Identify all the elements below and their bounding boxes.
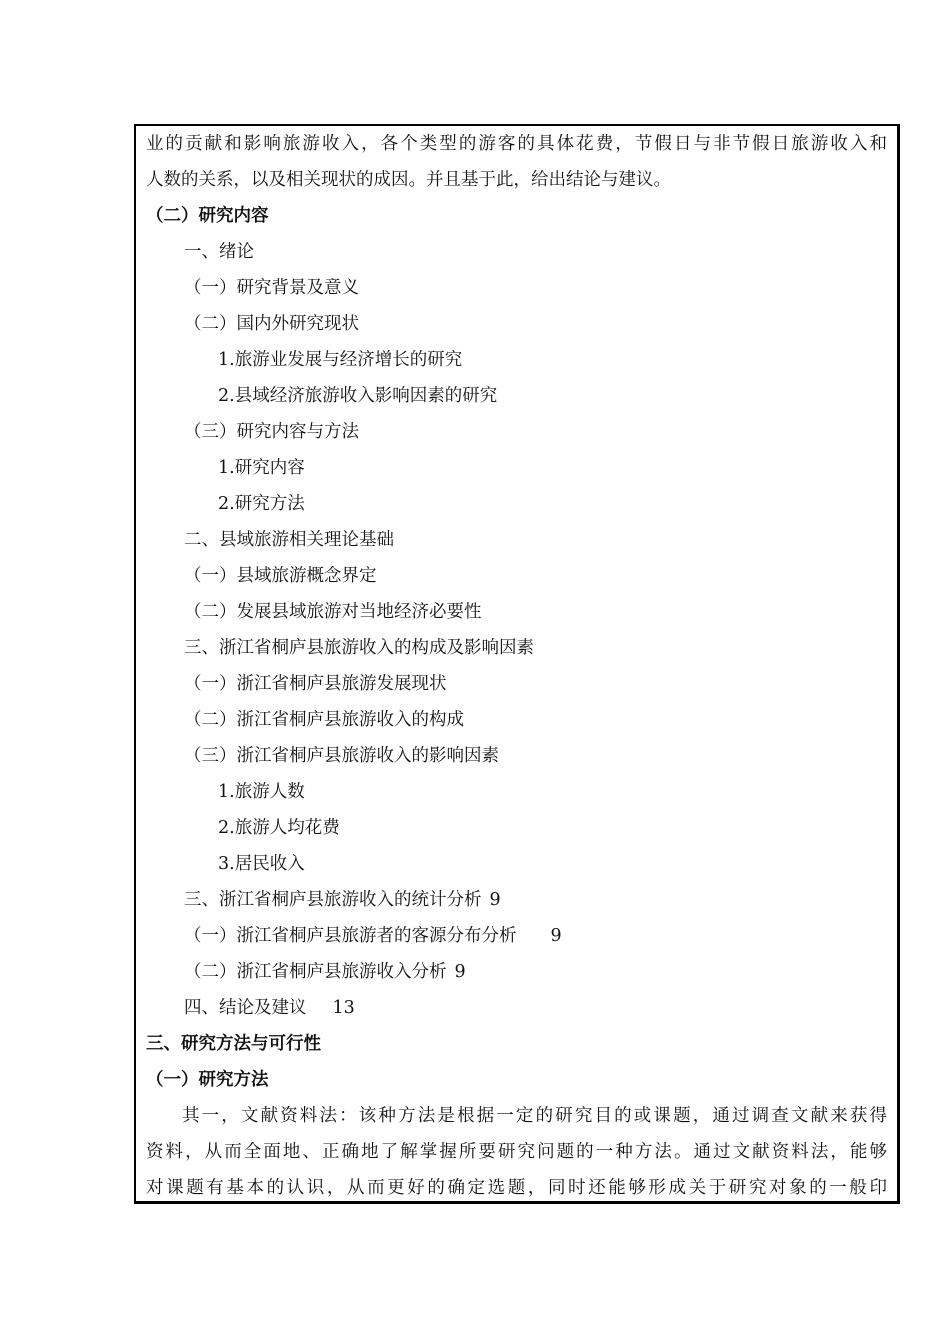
outline-subsection: 3.居民收入 xyxy=(218,854,305,874)
outline-subsection: 2.旅游人均花费 xyxy=(218,818,340,838)
outline-entry-text: 四、结论及建议 xyxy=(184,998,307,1018)
outline-entry-text: （二）浙江省桐庐县旅游收入分析 xyxy=(184,962,447,982)
document-body xyxy=(146,126,887,1206)
page-number: 9 xyxy=(550,926,562,946)
outline-chapter: 一、绪论 xyxy=(184,242,254,262)
outline-section: （二）浙江省桐庐县旅游收入的构成 xyxy=(184,710,464,730)
page-number: 13 xyxy=(332,998,355,1018)
outline-entry-with-page xyxy=(146,954,887,990)
section-heading: （一）研究方法 xyxy=(146,1070,269,1090)
outline-subsection: 1.旅游人数 xyxy=(218,782,305,802)
outline-section: （三）研究内容与方法 xyxy=(184,422,359,442)
paragraph-line: 人数的关系，以及相关现状的成因。并且基于此，给出结论与建议。 xyxy=(146,170,671,190)
outline-section: （一）县域旅游概念界定 xyxy=(184,566,377,586)
outline-section: （一）研究背景及意义 xyxy=(184,278,359,298)
paragraph-line: 其一，文献资料法：该种方法是根据一定的研究目的或课题，通过调查文献来获得 xyxy=(182,1106,887,1126)
outline-chapter: 二、县域旅游相关理论基础 xyxy=(184,530,394,550)
outline-entry-with-page xyxy=(146,882,887,918)
section-heading: 三、研究方法与可行性 xyxy=(146,1034,321,1054)
page-number: 9 xyxy=(489,890,501,910)
paragraph-line: 业的贡献和影响旅游收入，各个类型的游客的具体花费，节假日与非节假日旅游收入和 xyxy=(146,134,887,154)
outline-chapter: 三、浙江省桐庐县旅游收入的构成及影响因素 xyxy=(184,638,534,658)
page-number: 9 xyxy=(454,962,466,982)
outline-entry-text: 三、浙江省桐庐县旅游收入的统计分析 xyxy=(184,890,482,910)
section-heading: （二）研究内容 xyxy=(146,206,269,226)
outline-section: （三）浙江省桐庐县旅游收入的影响因素 xyxy=(184,746,499,766)
outline-subsection: 2.研究方法 xyxy=(218,494,305,514)
outline-entry-text: （一）浙江省桐庐县旅游者的客源分布分析 xyxy=(184,926,517,946)
outline-subsection: 2.县域经济旅游收入影响因素的研究 xyxy=(218,386,498,406)
outline-subsection: 1.研究内容 xyxy=(218,458,305,478)
outline-subsection: 1.旅游业发展与经济增长的研究 xyxy=(218,350,463,370)
document-frame xyxy=(134,124,900,1204)
outline-section: （二）发展县域旅游对当地经济必要性 xyxy=(184,602,482,622)
outline-section: （一）浙江省桐庐县旅游发展现状 xyxy=(184,674,447,694)
outline-section: （二）国内外研究现状 xyxy=(184,314,359,334)
paragraph-line: 对课题有基本的认识，从而更好的确定选题，同时还能够形成关于研究对象的一般印 xyxy=(146,1178,887,1198)
outline-entry-with-page xyxy=(146,918,887,954)
paragraph-line: 资料，从而全面地、正确地了解掌握所要研究问题的一种方法。通过文献资料法，能够 xyxy=(146,1142,887,1162)
outline-entry-with-page xyxy=(146,990,887,1026)
